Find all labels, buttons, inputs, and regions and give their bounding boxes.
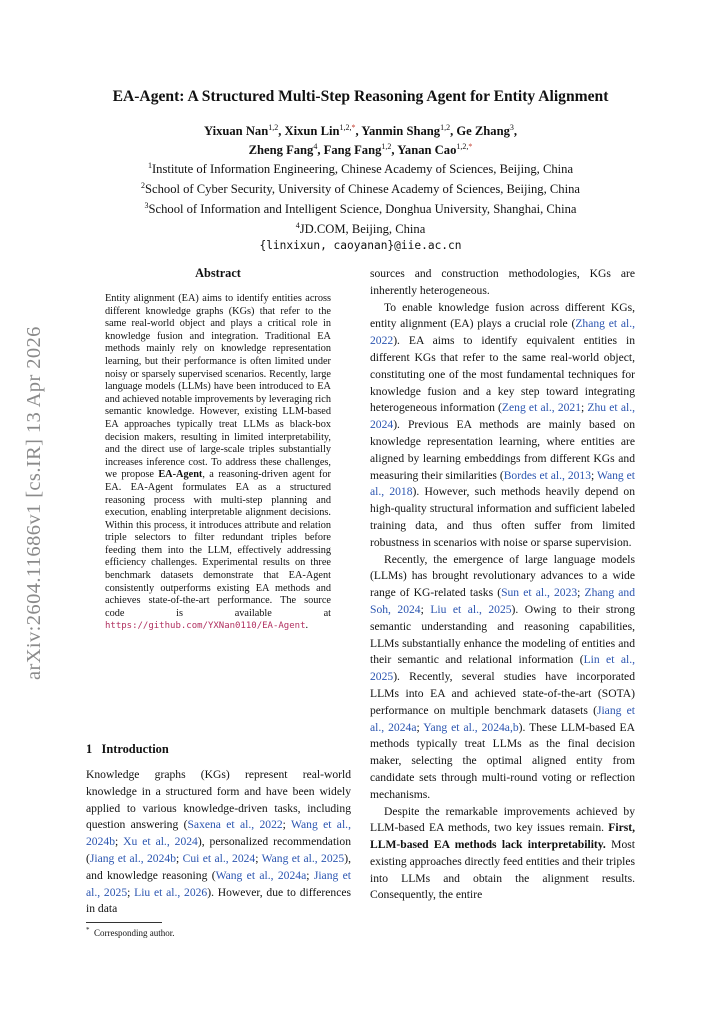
author-separator: , xyxy=(355,124,362,139)
paper-header xyxy=(60,88,661,252)
citation-link[interactable]: Zeng et al., 2021 xyxy=(501,401,582,415)
footnote-mark: * xyxy=(86,926,90,934)
text-run: ). EA aims to identify equivalent entities in different KGs that refer to the same real-world object, constituting one of the most fundamental techniques for knowledge fusion and a key step toward integrating heterogeneous information ( xyxy=(370,334,635,415)
author-name: Ge Zhang xyxy=(456,124,510,139)
text-run: Most existing approaches directly feed entities and their triples into LLMs and obtain the alignment results. Consequently, the entire xyxy=(370,838,635,902)
text-run: ). These LLM-based EA methods typically treat LLMs as the final decision maker, selecting the optimal aligned entity from candidate sets through multi-round voting or reflection mechanisms. xyxy=(370,720,635,801)
citation-link[interactable]: Yang et al., 2024a,b xyxy=(423,720,519,734)
affiliation-text: JD.COM, Beijing, China xyxy=(299,222,426,237)
text-run: ; xyxy=(127,885,135,899)
affiliation-text: Institute of Information Engineering, Chinese Academy of Sciences, Beijing, China xyxy=(151,162,574,177)
corresponding-author-mark[interactable]: * xyxy=(468,142,473,152)
author-separator: , xyxy=(513,124,518,139)
citation-link[interactable]: Saxena et al., 2022 xyxy=(187,818,283,832)
citation-link[interactable]: Sun et al., 2023 xyxy=(501,586,578,600)
paper-title: EA-Agent: A Structured Multi-Step Reasoning Agent for Entity Alignment xyxy=(112,88,609,105)
section-number: 1 xyxy=(86,742,93,756)
body-paragraph xyxy=(370,804,635,905)
bold-text: First, LLM-based EA methods lack interpretability. xyxy=(370,821,635,852)
citation-link[interactable]: Jiang et al., 2024b xyxy=(89,851,176,865)
author-name: Yixuan Nan xyxy=(203,124,269,139)
author-name: Zheng Fang xyxy=(248,143,314,158)
abstract-heading: Abstract xyxy=(195,266,241,280)
affiliation-number: 4 xyxy=(295,221,300,231)
text-run: . xyxy=(305,620,309,632)
citation-link[interactable]: Xu et al., 2024 xyxy=(123,835,198,849)
author-affiliation-mark: 1,2 xyxy=(440,123,451,132)
text-run: ), personalized recommendation ( xyxy=(86,835,351,865)
citation-link[interactable]: Wang et al., 2024a xyxy=(215,868,307,882)
citation-link[interactable]: Zhang et al., 2022 xyxy=(370,317,635,348)
text-run: ; xyxy=(416,720,424,734)
author-name: Fang Fang xyxy=(323,143,382,158)
author-affiliation-mark: 4 xyxy=(313,142,318,152)
author-separator: , xyxy=(391,143,398,158)
affiliations xyxy=(60,158,661,238)
body-paragraph xyxy=(370,266,635,300)
footnote-rule xyxy=(86,922,162,923)
bold-text: EA-Agent xyxy=(158,469,203,481)
source-code-link[interactable]: https://github.com/YXNan0110/EA-Agent xyxy=(105,621,306,632)
citation-link[interactable]: Zhang and Soh, 2024 xyxy=(370,586,635,616)
affiliation-line xyxy=(60,218,661,238)
author-name: Yanmin Shang xyxy=(361,124,441,139)
text-run: ; xyxy=(306,868,314,882)
section-title: Introduction xyxy=(101,742,169,756)
citation-link[interactable]: Zhu et al., 2024 xyxy=(370,401,635,432)
affiliation-line xyxy=(60,178,661,198)
author-affiliation-mark: 1,2,* xyxy=(456,142,473,152)
author-affiliation-mark: 1,2 xyxy=(381,142,392,152)
citation-link[interactable]: Lin et al., 2025 xyxy=(370,653,635,684)
citation-link[interactable]: Wang et al., 2025 xyxy=(261,851,345,865)
author-affiliation-mark: 1,2,* xyxy=(339,123,356,132)
text-run: ; xyxy=(591,468,597,482)
contact-email[interactable]: {linxixun, caoyanan}@iie.ac.cn xyxy=(259,239,462,253)
authors-line-2 xyxy=(60,139,661,158)
text-run: ). However, such methods heavily depend on high-quality structural information and sufficient labeled training data, and thus often suffer from limited robustness in scenarios with noise or sparse supervision. xyxy=(370,485,636,549)
body-paragraph xyxy=(370,300,635,552)
abstract-text xyxy=(105,293,331,633)
author-affiliation-mark: 1,2 xyxy=(268,123,279,132)
introduction-left xyxy=(86,742,351,918)
citation-link[interactable]: Jiang et al., 2025 xyxy=(86,868,351,899)
footnote xyxy=(86,926,175,938)
affiliation-line xyxy=(60,198,661,218)
affiliation-line xyxy=(60,158,661,178)
affiliation-number: 2 xyxy=(141,181,145,191)
author-name: Xixun Lin xyxy=(284,124,340,139)
body-paragraph xyxy=(370,552,635,804)
author-separator: , xyxy=(450,124,457,139)
citation-link[interactable]: Wang et al., 2024b xyxy=(86,818,351,849)
text-run: ). Recently, several studies have incorporated LLMs into EA and achieved state-of-the-art (SOTA) performance on multiple benchmark datasets ( xyxy=(370,670,635,717)
footnote-text: Corresponding author. xyxy=(94,928,175,938)
affiliation-number: 1 xyxy=(147,161,152,171)
citation-link[interactable]: Liu et al., 2025 xyxy=(430,602,512,616)
authors-line-1 xyxy=(60,120,661,139)
text-run: ), and knowledge reasoning ( xyxy=(86,851,351,882)
text-run: ). However, due to differences in data xyxy=(86,885,351,916)
corresponding-author-mark[interactable]: * xyxy=(351,123,356,132)
citation-link[interactable]: Cui et al., 2024 xyxy=(182,851,256,865)
text-run: ; xyxy=(255,851,262,865)
citation-link[interactable]: Liu et al., 2026 xyxy=(134,885,208,899)
text-run: ). Previous EA methods are mainly based on knowledge representation learning, where entities are aligned by learning embeddings from different KGs and measuring their similarities ( xyxy=(370,418,635,482)
citation-link[interactable]: Bordes et al., 2013 xyxy=(503,468,592,482)
text-run: Knowledge graphs (KGs) represent real-world knowledge in a structured form and have been widely applied to various knowledge-driven tasks, including question answering ( xyxy=(86,768,351,832)
citation-link[interactable]: Wang et al., 2018 xyxy=(370,468,635,499)
affiliation-text: School of Cyber Security, University of Chinese Academy of Sciences, Beijing, China xyxy=(145,182,580,197)
intro-paragraph-1 xyxy=(86,767,351,918)
text-run: ; xyxy=(114,835,124,849)
arxiv-stamp-text: arXiv:2604.11686v1 [cs.IR] 13 Apr 2026 xyxy=(23,326,45,680)
text-run: ; xyxy=(176,851,183,865)
author-affiliation-mark: 3 xyxy=(509,123,514,132)
text-run: ; xyxy=(282,818,292,832)
text-run: Despite the remarkable improvements achieved by LLM-based EA methods, two key issues remain. xyxy=(370,804,635,835)
text-run: Recently, the emergence of large language models (LLMs) has brought revolutionary advances to a wide range of KG-related tasks ( xyxy=(370,552,635,600)
affiliation-text: School of Information and Intelligent Science, Donghua University, Shanghai, China xyxy=(148,202,577,217)
text-run: ; xyxy=(577,586,585,600)
text-run: Entity alignment (EA) aims to identify entities across different knowledge graphs (KGs) that refer to the same real-world object and plays a critical role in knowledge fusion and integration. Traditional EA methods mainly rely on knowledge representation learning, but their performance is often limited under noisy or sparsely supervised scenarios. Recently, large language models (LLMs) have been introduced to EA and achieved notable improvements by leveraging rich semantic knowledge. However, existing LLM-based EA approaches typically treat LLMs as black-box decision makers, resulting in limited interpretability, and the direct use of large-scale triples substantially increases inference cost. To address these challenges, we propose xyxy=(105,293,331,481)
text-run: ; xyxy=(581,401,588,415)
section-heading xyxy=(86,742,351,757)
text-run: To enable knowledge fusion across different KGs, entity alignment (EA) plays a crucial role ( xyxy=(370,300,635,331)
affiliation-number: 3 xyxy=(144,201,149,211)
text-run: ; xyxy=(420,602,431,616)
text-run: ). Owing to their strong semantic understanding and reasoning capabilities, LLMs substantially enhance the modeling of entities and their semantic and relational information ( xyxy=(370,602,635,667)
text-run: sources and construction methodologies, KGs are inherently heterogeneous. xyxy=(370,267,635,297)
author-separator: , xyxy=(317,143,324,158)
abstract-section xyxy=(105,266,331,633)
citation-link[interactable]: Jiang et al., 2024a xyxy=(370,703,635,734)
arxiv-stamp xyxy=(16,300,52,680)
introduction-right xyxy=(370,266,635,904)
author-name: Yanan Cao xyxy=(397,143,457,158)
author-separator: , xyxy=(278,124,285,139)
text-run: , a reasoning-driven agent for EA. EA-Agent formulates EA as a structured reasoning process with multi-step planning and execution, enabling interpretable alignment decisions. Within this process, it introduces attribute and relation triple selectors to filter redundant triples before feeding them into the LLM, effectively addressing efficiency challenges. Experimental results on three benchmark datasets demonstrate that EA-Agent consistently outperforms existing EA methods and achieves state-of-the-art performance. The source code is available at xyxy=(105,469,331,619)
